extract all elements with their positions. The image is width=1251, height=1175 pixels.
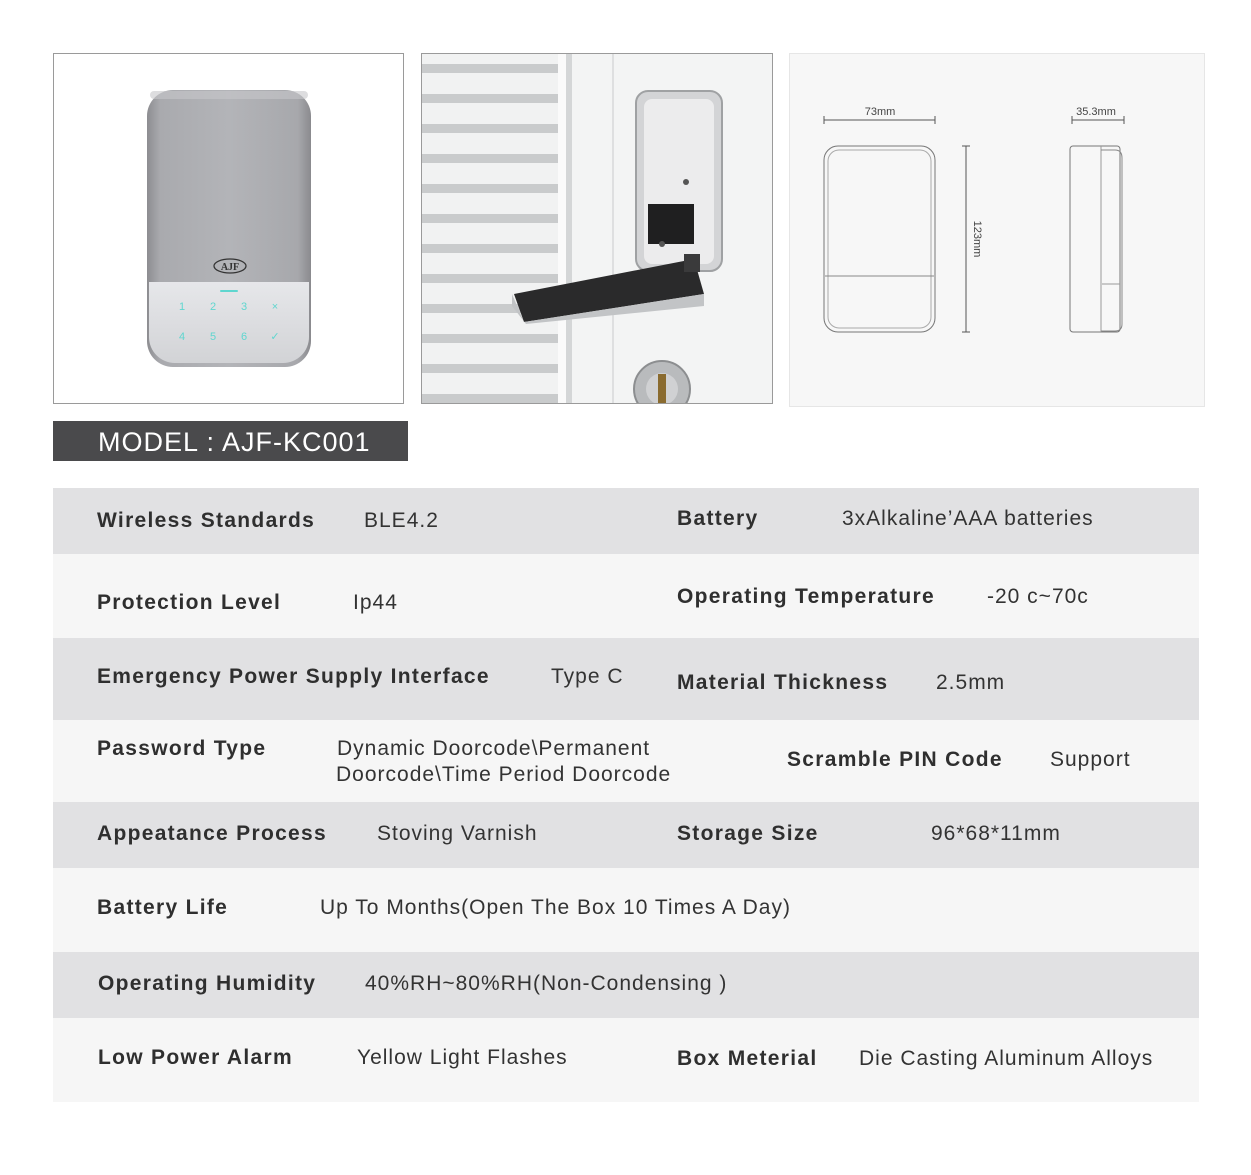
operating-temperature-label: Operating Temperature (677, 585, 935, 608)
material-thickness-value: 2.5mm (936, 671, 1006, 694)
product-front-photo (53, 53, 404, 404)
keypad-key-5: 5 (209, 331, 217, 343)
dimension-drawing (790, 54, 1204, 406)
operating-humidity-label: Operating Humidity (98, 972, 317, 995)
storage-size-value: 96*68*11mm (931, 822, 1061, 845)
spec-row-humidity (53, 952, 1199, 1018)
battery-label: Battery (677, 507, 759, 530)
spec-row-protection-temperature (53, 554, 1199, 638)
low-power-alarm-label: Low Power Alarm (98, 1046, 293, 1069)
protection-level-label: Protection Level (97, 591, 282, 614)
material-thickness-label: Material Thickness (677, 671, 889, 694)
installed-door-photo (421, 53, 773, 404)
lockbox-front-illustration (54, 54, 403, 403)
door-louvers (422, 54, 572, 403)
model-banner: MODEL : AJF-KC001 (53, 421, 408, 461)
depth-dimension-label: 35.3mm (1076, 106, 1116, 118)
low-power-alarm-value: Yellow Light Flashes (357, 1046, 568, 1069)
keypad-key-2: 2 (209, 301, 217, 313)
password-type-value-line1: Dynamic Doorcode\Permanent (337, 737, 651, 760)
dimension-diagram (789, 53, 1205, 407)
scramble-pin-label: Scramble PIN Code (787, 748, 1003, 771)
battery-value: 3xAlkaline’AAA batteries (842, 507, 1094, 530)
battery-life-value: Up To Months(Open The Box 10 Times A Day) (320, 896, 791, 919)
operating-humidity-value: 40%RH~80%RH(Non-Condensing ) (365, 972, 728, 995)
emergency-power-value: Type C (551, 665, 624, 688)
lockbox-open-on-door-illustration (422, 54, 772, 403)
spec-row-password-scramble (53, 720, 1199, 802)
protection-level-value: Ip44 (353, 591, 398, 614)
operating-temperature-value: -20 c~70c (987, 585, 1089, 608)
keypad-key-confirm: ✓ (270, 331, 280, 343)
keypad-key-1: 1 (178, 301, 186, 313)
appearance-process-label: Appeatance Process (97, 822, 327, 845)
scramble-pin-value: Support (1050, 748, 1131, 771)
spec-row-alarm-material (53, 1018, 1199, 1102)
keypad-key-4: 4 (178, 331, 186, 343)
password-type-value-line2: Doorcode\Time Period Doorcode (336, 763, 672, 786)
appearance-process-value: Stoving Varnish (377, 822, 538, 845)
battery-life-label: Battery Life (97, 896, 229, 919)
width-dimension-label: 73mm (864, 106, 896, 118)
password-type-label: Password Type (97, 737, 267, 760)
keypad-key-6: 6 (240, 331, 248, 343)
box-material-label: Box Meterial (677, 1047, 818, 1070)
wireless-standards-value: BLE4.2 (364, 509, 439, 532)
storage-size-label: Storage Size (677, 822, 819, 845)
spec-row-appearance-storage (53, 802, 1199, 868)
spec-row-battery-life (53, 868, 1199, 952)
wireless-standards-label: Wireless Standards (97, 509, 316, 532)
spec-row-emergency-thickness (53, 638, 1199, 720)
height-dimension-label: 123mm (971, 220, 983, 258)
brand-logo: AJF (220, 262, 240, 273)
box-material-value: Die Casting Aluminum Alloys (859, 1047, 1154, 1070)
spec-row-wireless-battery (53, 488, 1199, 554)
keypad-key-3: 3 (240, 301, 248, 313)
keypad-key-cancel: × (271, 301, 279, 313)
emergency-power-label: Emergency Power Supply Interface (97, 665, 490, 688)
